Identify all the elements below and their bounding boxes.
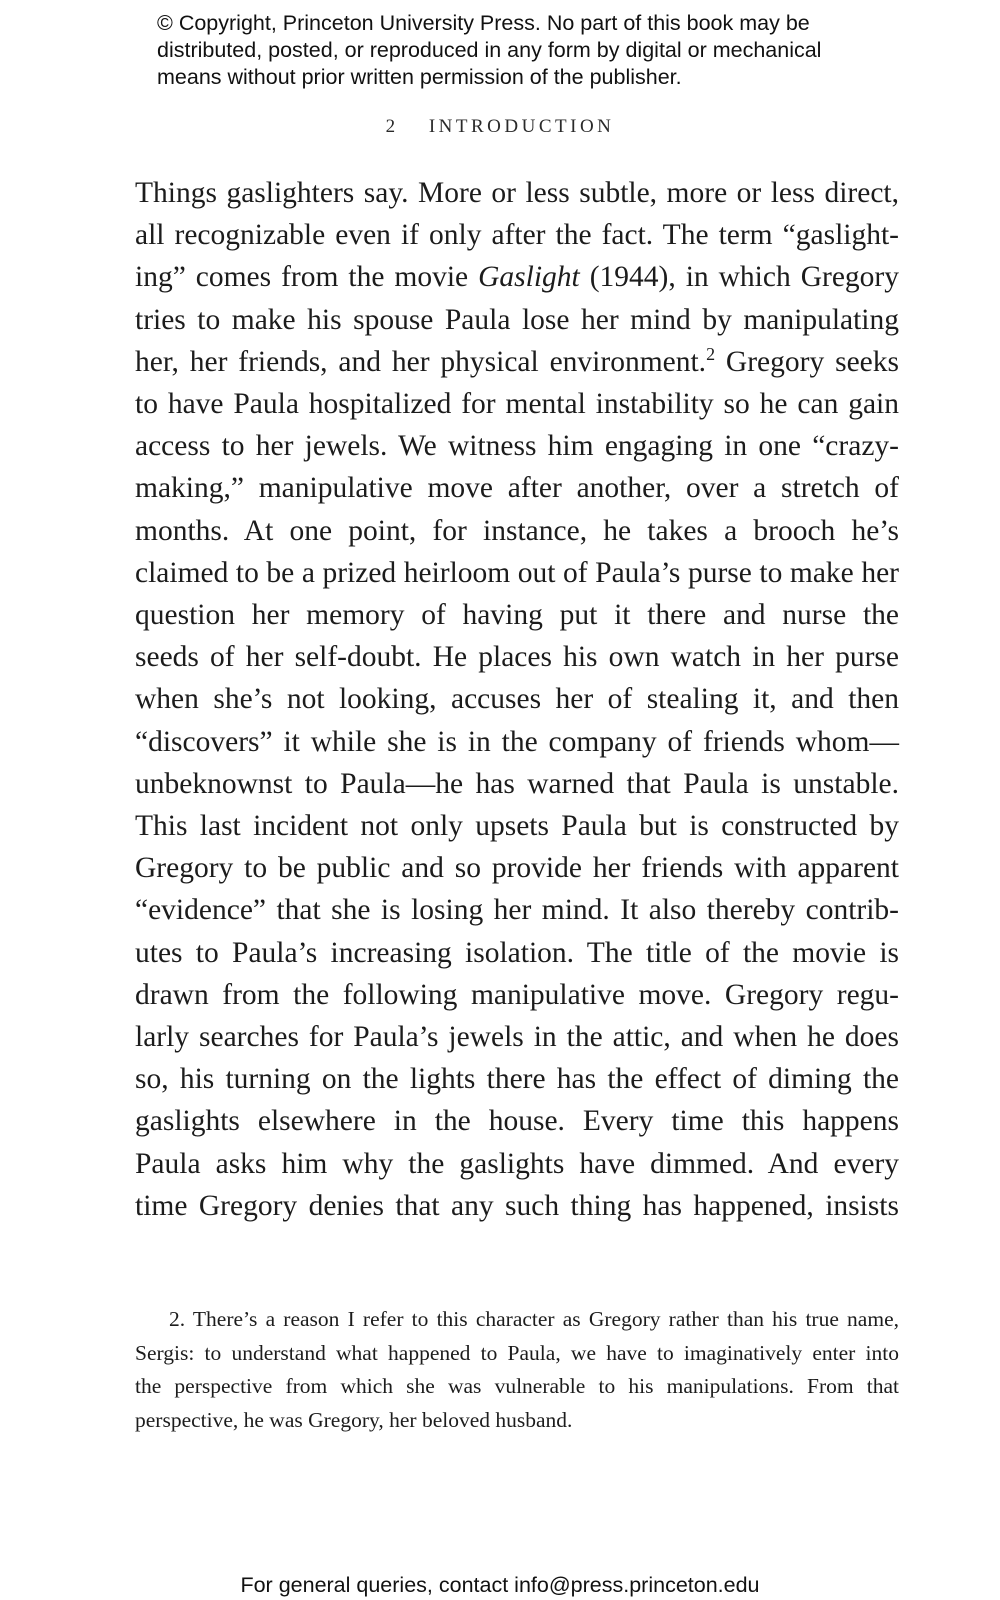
text-fragment: her, her friends, and her physical environment. <box>135 345 707 378</box>
text-line <box>135 256 899 298</box>
copyright-notice <box>157 10 917 91</box>
text-line: utes to Paula’s increasing isolation. The title of the movie is <box>135 936 899 969</box>
text-line: seeds of her self-doubt. He places his own watch in her purse <box>135 641 899 674</box>
page-number: 2 <box>385 116 399 137</box>
running-head <box>0 116 1000 138</box>
copyright-line: distributed, posted, or reproduced in any form by digital or mechanical <box>157 38 822 62</box>
movie-title: Gaslight <box>478 261 580 294</box>
page-footer <box>0 1573 1000 1598</box>
text-line: Gregory to be public and so provide her friends with apparent <box>135 852 899 885</box>
footnote-line: 2. There’s a reason I refer to this character as Gregory rather than his true name, <box>169 1307 899 1331</box>
text-line: time Gregory denies that any such thing has happened, insists <box>135 1189 899 1222</box>
text-line: larly searches for Paula’s jewels in the attic, and when he does <box>135 1021 899 1054</box>
text-line: so, his turning on the lights there has the effect of diming the <box>135 1063 899 1096</box>
text-line: gaslights elsewhere in the house. Every time this happens <box>135 1105 899 1138</box>
footer-label: For general queries, <box>240 1573 433 1597</box>
footnote <box>135 1303 899 1437</box>
text-fragment: ing” comes from the movie <box>135 261 479 294</box>
text-line: drawn from the following manipulative move. Gregory regu- <box>135 978 899 1011</box>
text-line: Paula asks him why the gaslights have dimmed. And every <box>135 1147 899 1180</box>
footnote-line: the perspective from which she was vulnerable to his manipulations. From that <box>135 1374 899 1398</box>
text-line: making,” manipulative move after another, over a stretch of <box>135 472 899 505</box>
copyright-line: means without prior written permission of the publisher. <box>157 65 682 89</box>
footnote-line: Sergis: to understand what happened to Paula, we have to imaginatively enter into <box>135 1340 899 1365</box>
text-line: unbeknownst to Paula—he has warned that Paula is unstable. <box>135 767 899 800</box>
text-line: This last incident not only upsets Paula but is constructed by <box>135 810 899 843</box>
text-line: question her memory of having put it there and nurse the <box>135 599 899 632</box>
text-line: when she’s not looking, accuses her of stealing it, and then <box>135 683 899 716</box>
text-line: tries to make his spouse Paula lose her mind by manipulating <box>135 303 899 336</box>
footnote-line: perspective, he was Gregory, her beloved husband. <box>135 1407 573 1432</box>
footer-contact[interactable]: contact info@press.princeton.edu <box>438 1573 760 1597</box>
section-title: INTRODUCTION <box>428 116 615 137</box>
body-paragraph <box>135 172 899 1227</box>
footnote-reference[interactable]: 2 <box>706 343 716 364</box>
text-line: access to her jewels. We witness him engaging in one “crazy- <box>135 430 899 463</box>
text-fragment: Gregory seeks <box>715 345 899 378</box>
copyright-line: © Copyright, Princeton University Press. No part of this book may be <box>157 11 810 35</box>
text-line <box>135 341 899 383</box>
text-fragment: (1944), in which Gregory <box>579 261 899 294</box>
text-line: Things gaslighters say. More or less subtle, more or less direct, <box>135 177 899 209</box>
text-line: “evidence” that she is losing her mind. It also thereby contrib- <box>135 894 899 927</box>
text-line: months. At one point, for instance, he takes a brooch he’s <box>135 514 899 547</box>
text-line: claimed to be a prized heirloom out of Paula’s purse to make her <box>135 556 899 589</box>
text-line: to have Paula hospitalized for mental instability so he can gain <box>135 388 899 421</box>
text-line: “discovers” it while she is in the company of friends whom— <box>135 725 899 758</box>
text-line: all recognizable even if only after the fact. The term “gaslight- <box>135 219 899 252</box>
